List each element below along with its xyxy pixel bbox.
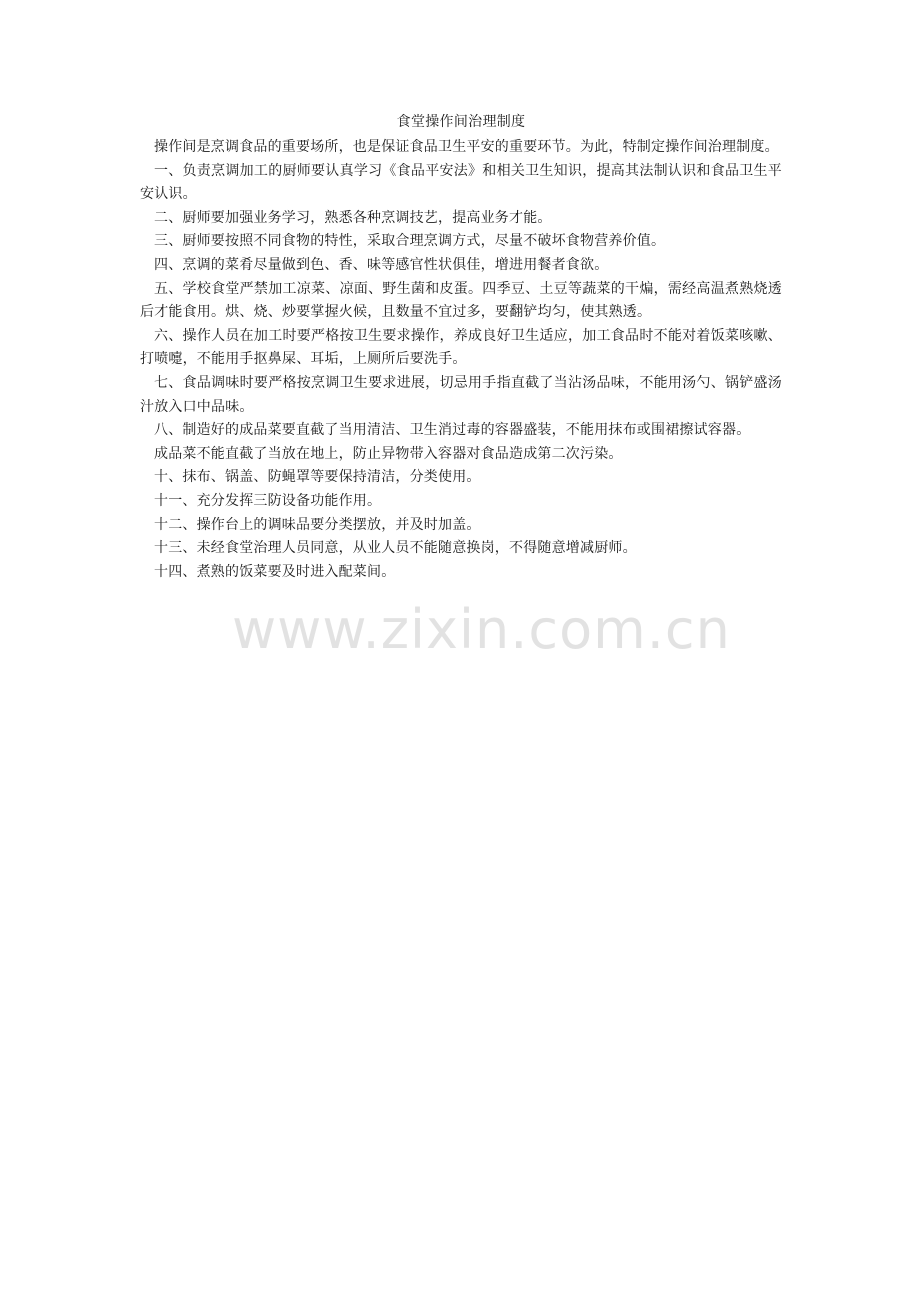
paragraph-item-4: 四、烹调的菜肴尽量做到色、香、味等感官性状俱佳，增进用餐者食欲。: [154, 256, 609, 273]
paragraph-item-8: 八、制造好的成品菜要直截了当用清洁、卫生消过毒的容器盛装，不能用抹布或围裙擦试容器。: [154, 422, 751, 439]
paragraph-item-10: 十、抹布、锅盖、防蝇罩等要保持清洁，分类使用。: [154, 469, 481, 486]
watermark-text: www.zixin.com.cn: [232, 598, 731, 661]
paragraph-item-7: 七、食品调味时要严格按烹调卫生要求进展，切忌用手指直截了当沾汤品味，不能用汤勺、锅铲盛汤汁放入口中品味。: [140, 374, 782, 415]
paragraph-item-11: 十一、充分发挥三防设备功能作用。: [154, 492, 382, 509]
paragraph-item-13: 十三、未经食堂治理人员同意，从业人员不能随意换岗，不得随意增减厨师。: [154, 540, 637, 557]
paragraph-item-12: 十二、操作台上的调味品要分类摆放，并及时加盖。: [154, 516, 481, 533]
document-title: 食堂操作间治理制度: [396, 114, 526, 130]
paragraph-item-3: 三、厨师要按照不同食物的特性，采取合理烹调方式，尽量不破坏食物营养价值。: [154, 233, 666, 250]
paragraph-item-2: 二、厨师要加强业务学习，熟悉各种烹调技艺，提高业务才能。: [154, 209, 552, 226]
document-page: [140, 112, 782, 584]
paragraph-item-1: 一、负责烹调加工的厨师要认真学习《食品平安法》和相关卫生知识，提高其法制认识和食品卫生平安认识。: [140, 162, 782, 203]
paragraph-item-5: 五、学校食堂严禁加工凉菜、凉面、野生菌和皮蛋。四季豆、土豆等蔬菜的干煸，需经高温煮熟烧透后才能食用。烘、烧、炒要掌握火候，且数量不宜过多，要翻铲均匀，使其熟透。: [140, 280, 782, 321]
paragraph-item-6: 六、操作人员在加工时要严格按卫生要求操作，养成良好卫生适应，加工食品时不能对着饭菜咳嗽、打喷嚏，不能用手抠鼻屎、耳垢，上厕所后要洗手。: [140, 327, 782, 368]
paragraph-item-14: 十四、煮熟的饭菜要及时进入配菜间。: [154, 563, 396, 580]
paragraph-item-9: 成品菜不能直截了当放在地上，防止异物带入容器对食品造成第二次污染。: [154, 445, 623, 462]
paragraph-intro: 操作间是烹调食品的重要场所，也是保证食品卫生平安的重要环节。为此，特制定操作间治理制度。: [154, 139, 779, 155]
